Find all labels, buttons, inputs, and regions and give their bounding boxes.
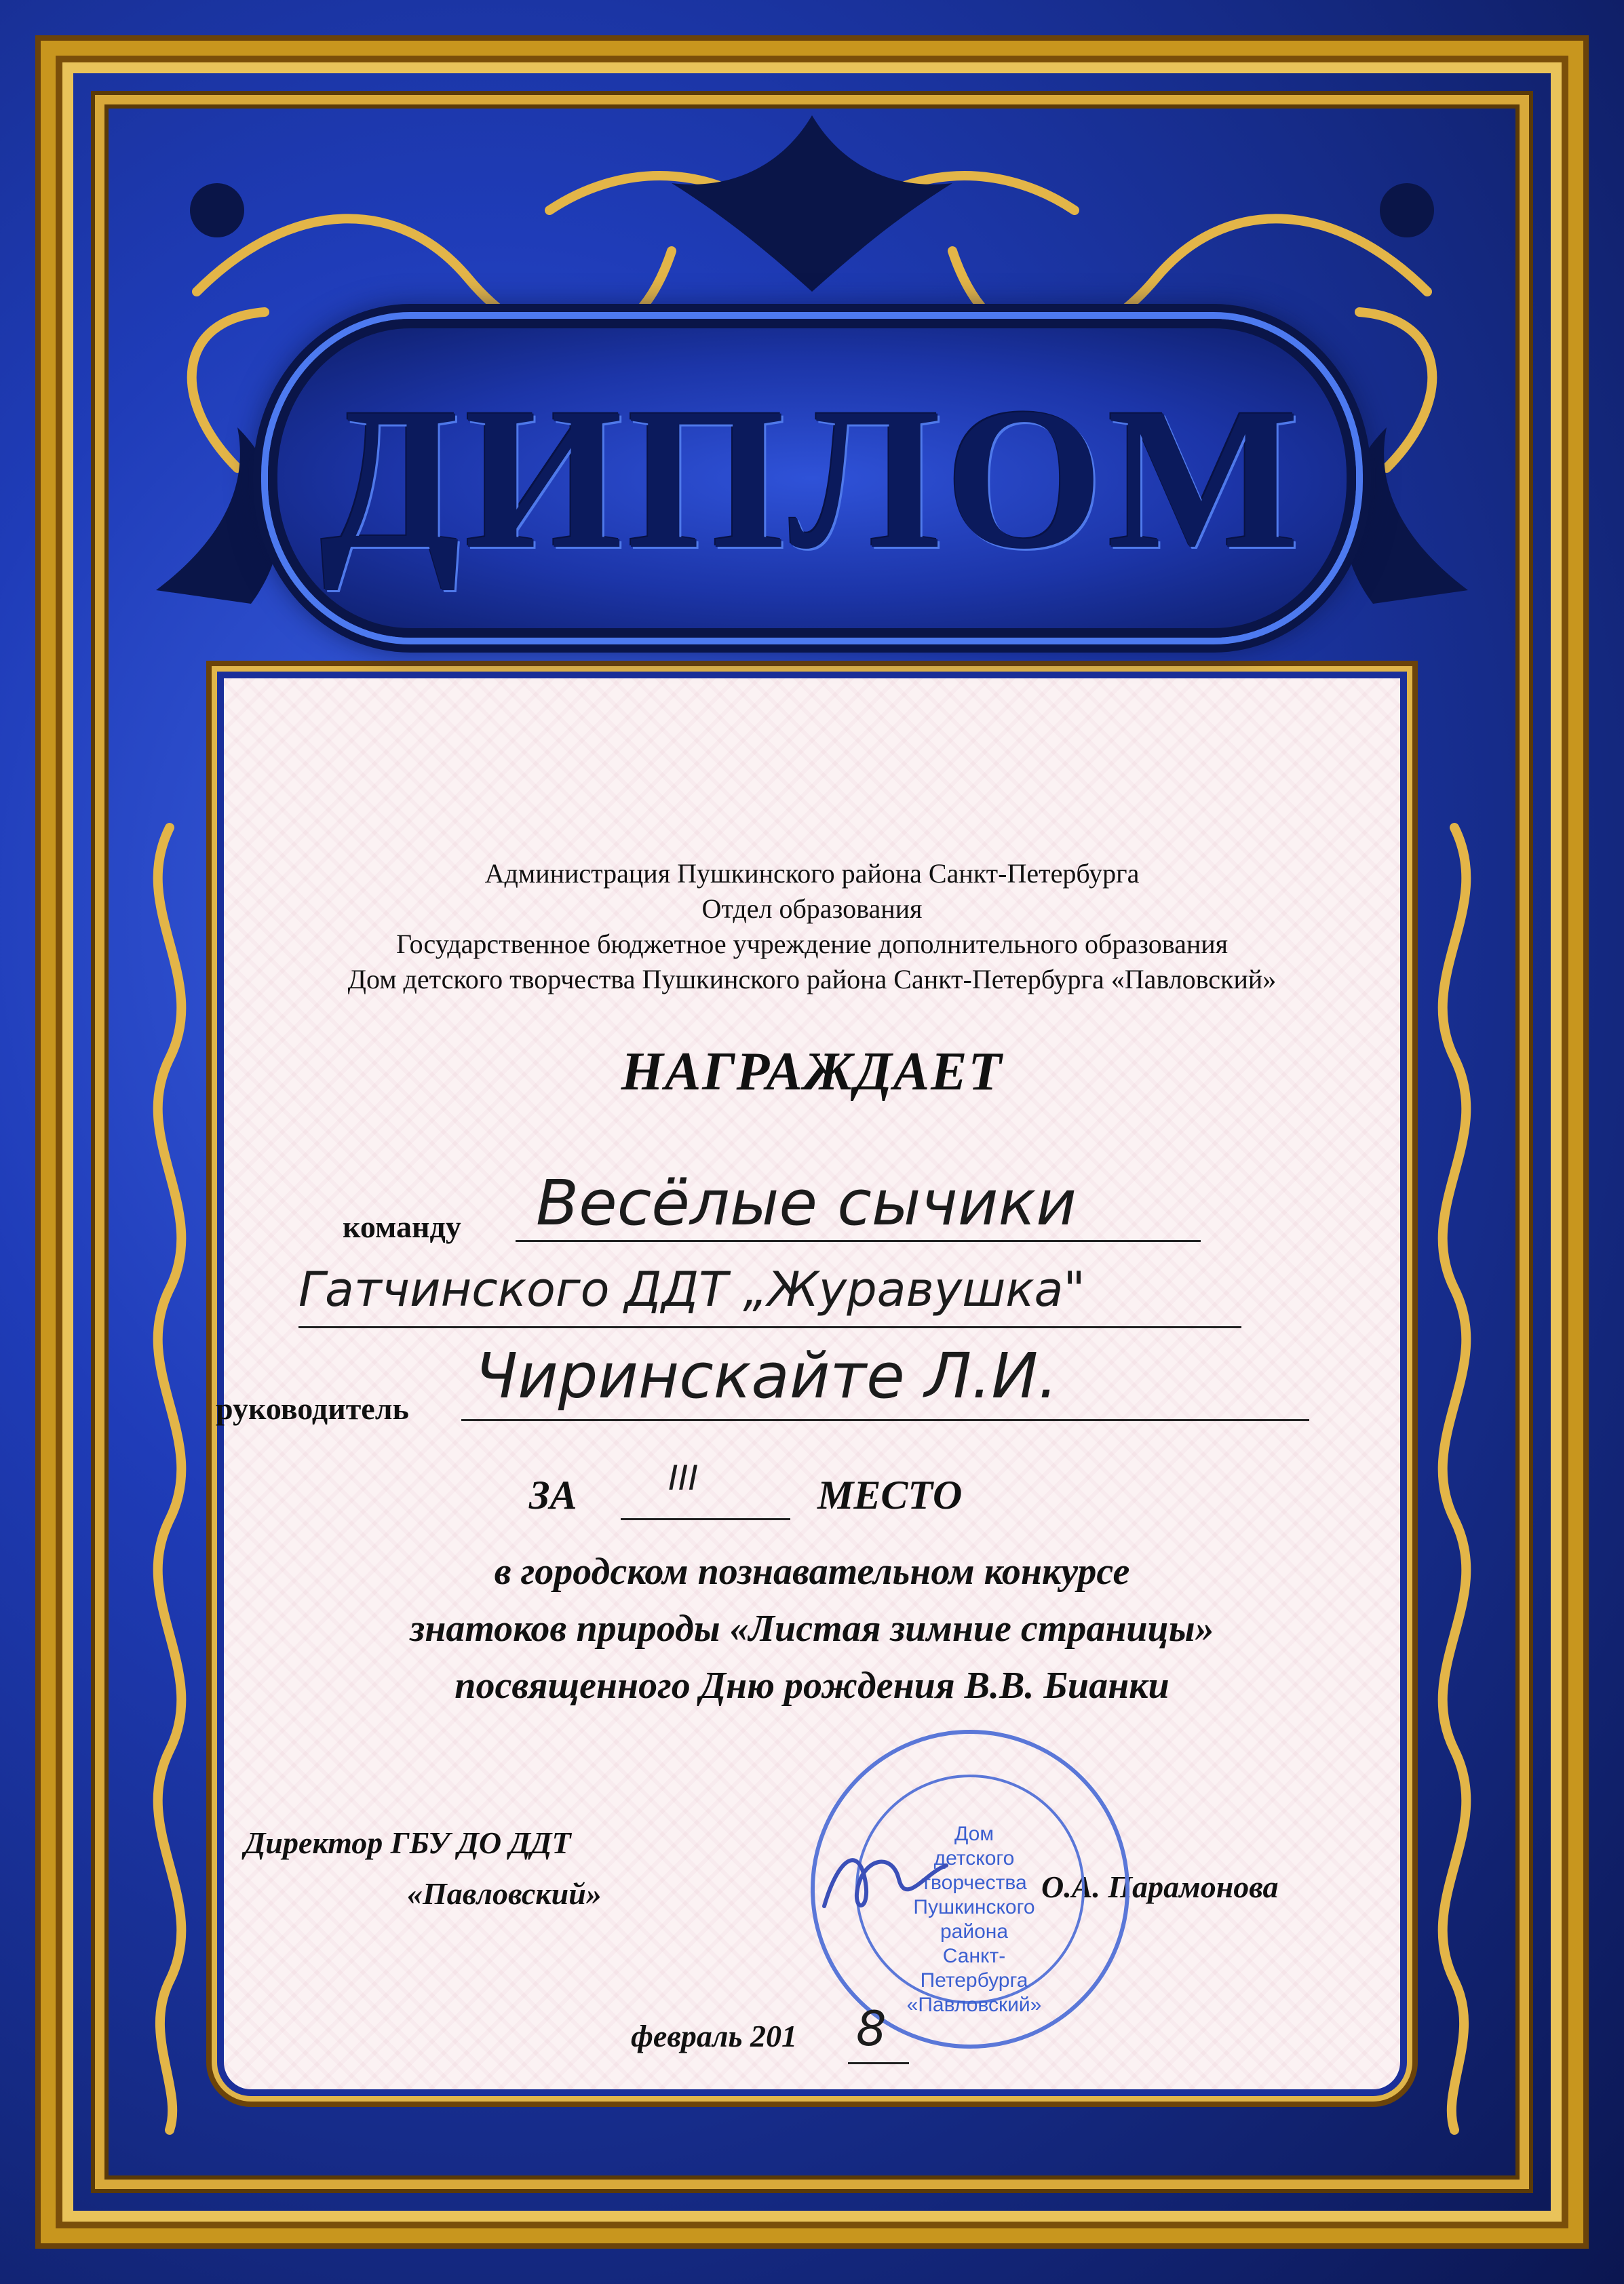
team-org-underline <box>298 1326 1241 1328</box>
stamp-line: детского <box>933 1847 1015 1870</box>
contest-description <box>224 1543 1400 1714</box>
team-underline <box>516 1240 1201 1242</box>
org-line: Администрация Пушкинского района Санкт-Петербурга <box>484 858 1140 889</box>
stamp-line: Пушкинского района <box>913 1896 1035 1943</box>
director-name: О.А. Парамонова <box>1041 1870 1279 1904</box>
awards-heading: НАГРАЖДАЕТ <box>621 1042 1003 1102</box>
org-line: Дом детского творчества Пушкинского района Санкт-Петербурга «Павловский» <box>347 964 1277 994</box>
date-prefix: февраль 201 <box>631 2019 798 2053</box>
place-underline <box>621 1518 790 1520</box>
leader-label: руководитель <box>216 1391 409 1426</box>
stamp-line: творчества <box>921 1872 1027 1894</box>
date-year-digit: 8 <box>856 2001 887 2057</box>
place-value: III <box>668 1458 699 1498</box>
ornament-right <box>1400 800 1509 2144</box>
team-organization: Гатчинского ДДТ „Журавушка" <box>298 1262 1085 1317</box>
team-label: команду <box>343 1209 461 1244</box>
place-prefix: ЗА <box>529 1473 577 1517</box>
director-title: Директор ГБУ ДО ДДТ <box>244 1825 571 1860</box>
signature-mark <box>811 1832 960 1927</box>
director-org: «Павловский» <box>407 1876 602 1911</box>
diploma-title: ДИПЛОМ <box>320 365 1304 591</box>
stamp-line: Дом <box>954 1823 994 1845</box>
leader-name: Чиринскайте Л.И. <box>475 1340 1058 1412</box>
org-line: Государственное бюджетное учреждение дополнительного образования <box>395 929 1229 959</box>
date-underline <box>848 2062 909 2064</box>
team-name: Весёлые сычики <box>536 1167 1077 1239</box>
issuing-organization <box>224 856 1400 997</box>
org-line: Отдел образования <box>701 893 923 924</box>
contest-line: посвященного Дню рождения В.В. Бианки <box>455 1665 1169 1707</box>
stamp-line: Санкт-Петербурга <box>920 1945 1028 1992</box>
place-suffix: МЕСТО <box>817 1473 963 1517</box>
stamp-line: «Павловский» <box>906 1994 1042 2016</box>
contest-line: знатоков природы «Листая зимние страницы» <box>410 1608 1214 1650</box>
contest-line: в городском познавательном конкурсе <box>494 1551 1130 1593</box>
leader-underline <box>461 1419 1309 1421</box>
ornament-left <box>115 800 224 2144</box>
